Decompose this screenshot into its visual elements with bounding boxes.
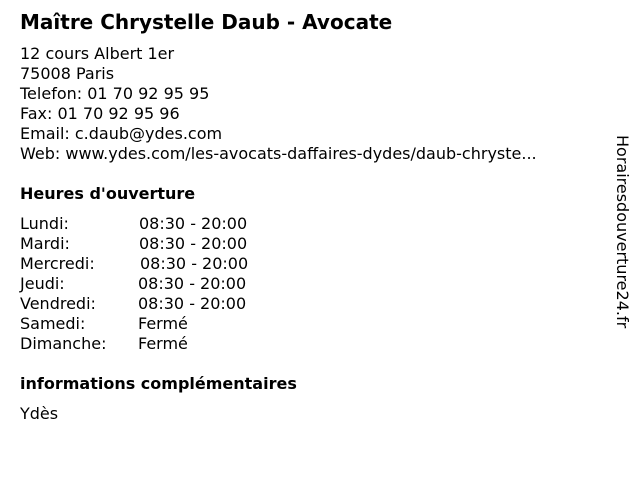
day-label: Lundi:	[20, 214, 69, 233]
hours-row-tuesday	[20, 234, 320, 254]
time-value: Fermé	[138, 334, 188, 353]
opening-hours-list	[20, 214, 320, 354]
website-link[interactable]: Web: www.ydes.com/les-avocats-daffaires-dydes/daub-chryste...	[20, 144, 537, 163]
contact-block	[20, 44, 537, 164]
site-brand-vertical: Horairesdouverture24.fr	[613, 135, 632, 329]
time-value: 08:30 - 20:00	[139, 214, 248, 233]
time-value: 08:30 - 20:00	[139, 234, 248, 253]
day-label: Dimanche:	[20, 334, 107, 353]
page-title: Maître Chrystelle Daub - Avocate	[20, 10, 393, 34]
hours-row-friday	[20, 294, 320, 314]
fax-number: Fax: 01 70 92 95 96	[20, 104, 180, 123]
email-address: Email: c.daub@ydes.com	[20, 124, 223, 143]
additional-info-text: Ydès	[20, 404, 59, 423]
day-label: Mardi:	[20, 234, 70, 253]
hours-row-sunday	[20, 334, 320, 354]
hours-row-saturday	[20, 314, 320, 334]
address-line-city: 75008 Paris	[20, 64, 115, 83]
opening-hours-heading: Heures d'ouverture	[20, 184, 196, 203]
day-label: Jeudi:	[20, 274, 65, 293]
day-label: Vendredi:	[20, 294, 96, 313]
address-line-street: 12 cours Albert 1er	[20, 44, 175, 63]
time-value: Fermé	[138, 314, 188, 333]
hours-row-wednesday	[20, 254, 320, 274]
day-label: Samedi:	[20, 314, 86, 333]
hours-row-monday	[20, 214, 320, 234]
day-label: Mercredi:	[20, 254, 95, 273]
additional-info-heading: informations complémentaires	[20, 374, 297, 393]
time-value: 08:30 - 20:00	[138, 294, 247, 313]
phone-number: Telefon: 01 70 92 95 95	[20, 84, 210, 103]
hours-row-thursday	[20, 274, 320, 294]
time-value: 08:30 - 20:00	[140, 254, 249, 273]
time-value: 08:30 - 20:00	[138, 274, 247, 293]
